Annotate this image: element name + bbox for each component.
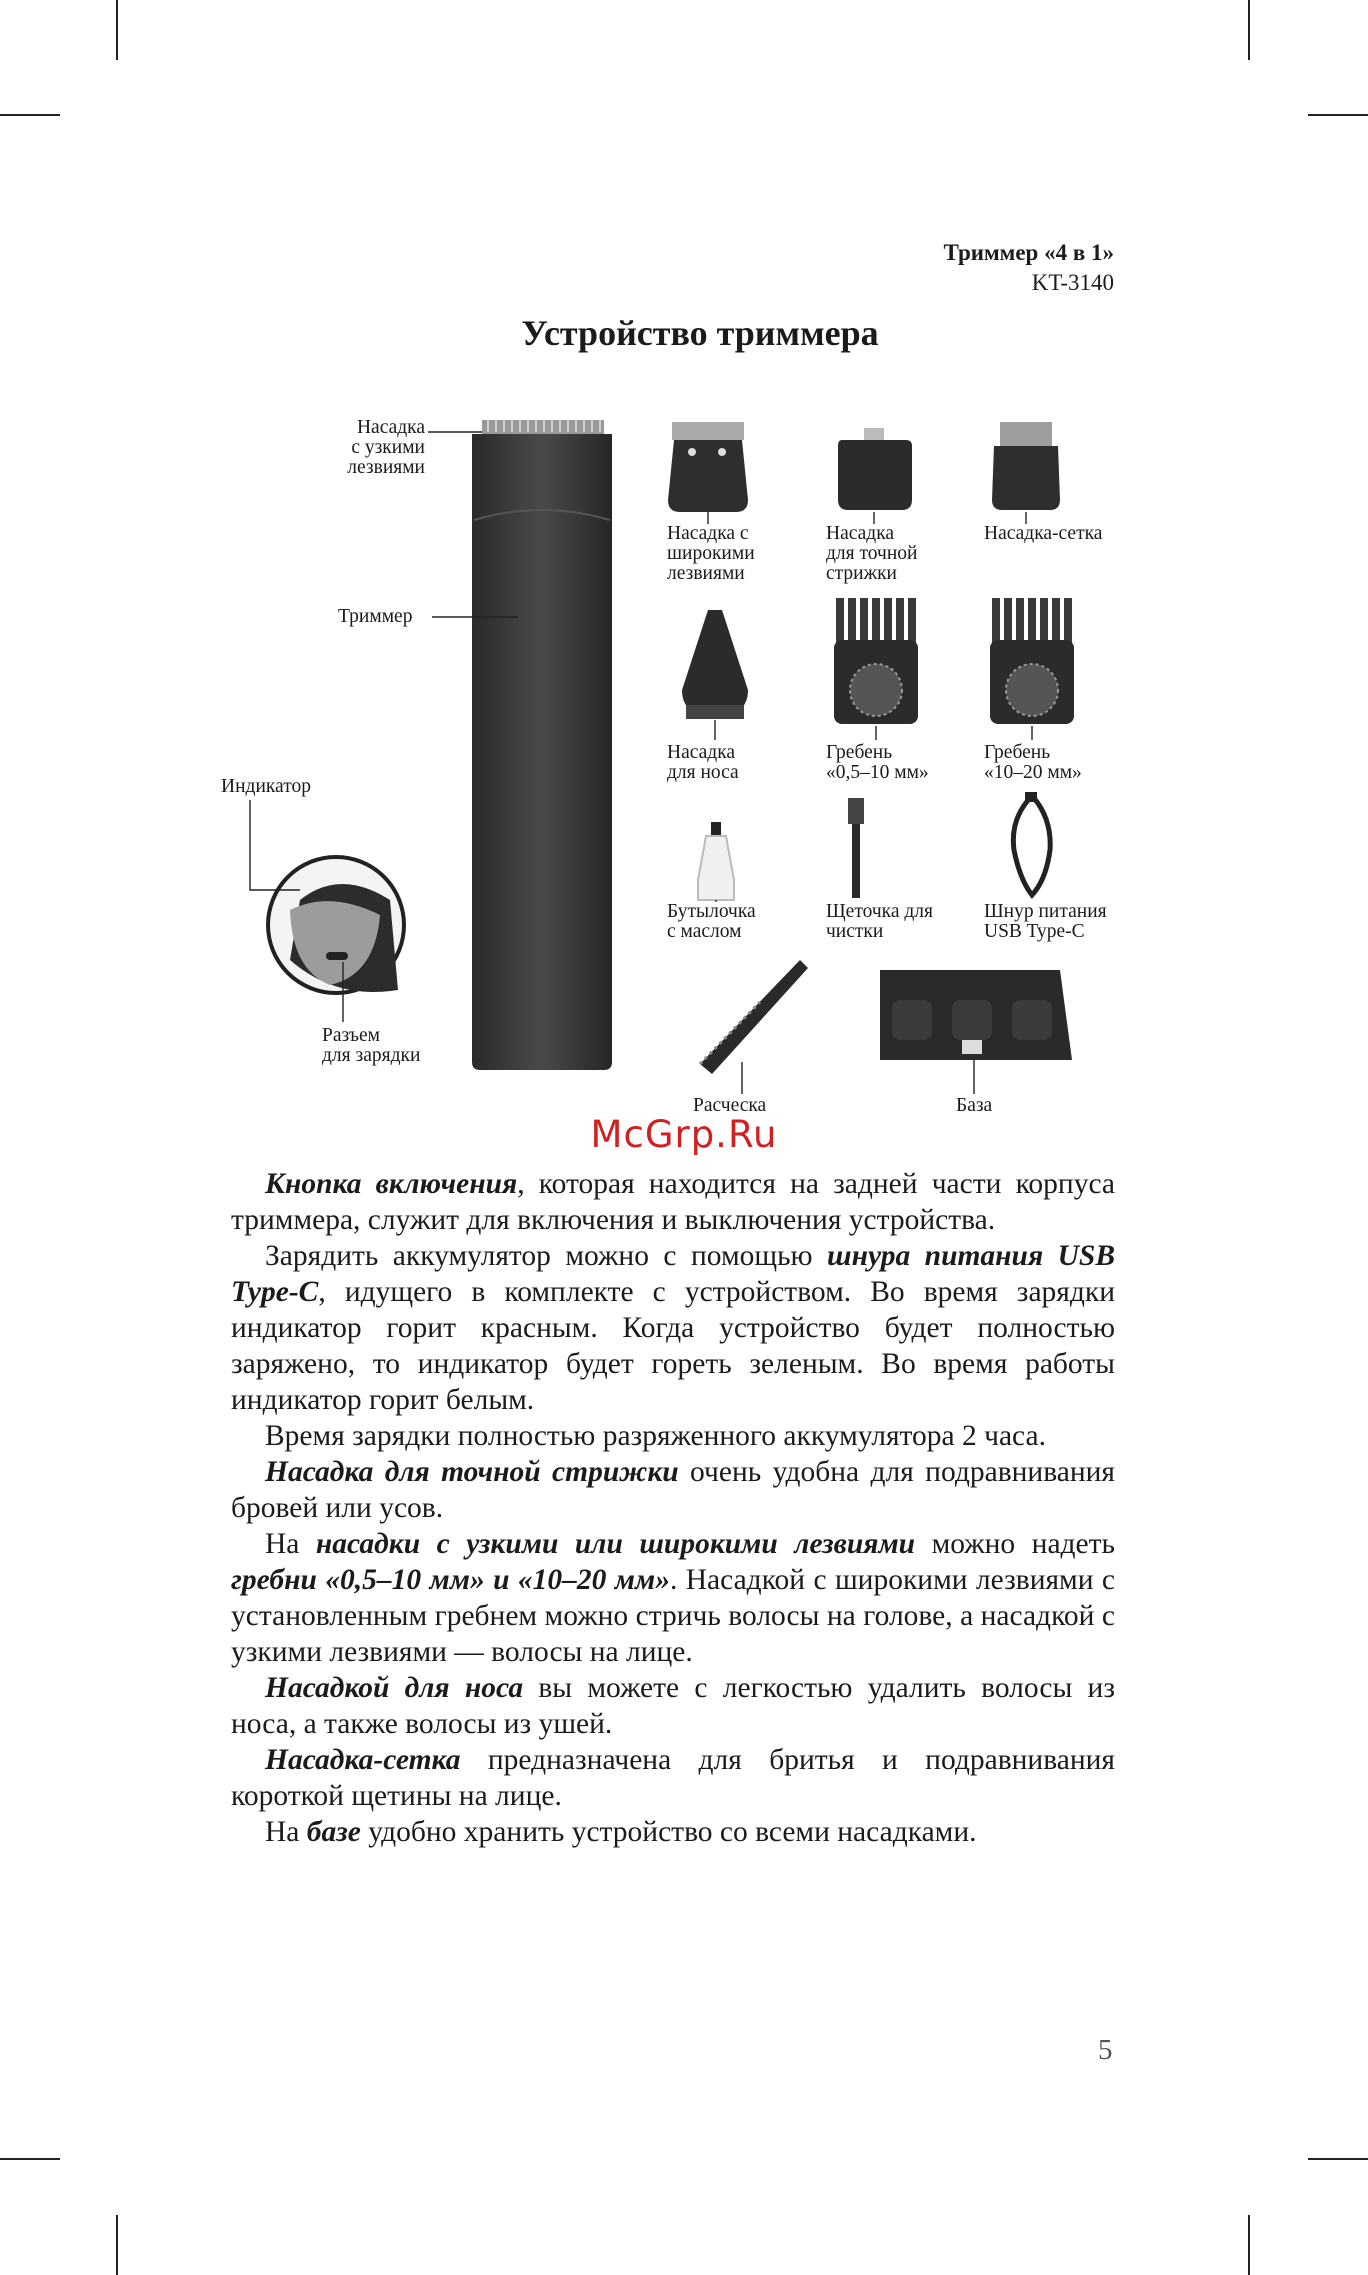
paragraph-charging: Зарядить аккумулятор можно с помощью шнура питания USB Type-C, идущего в комплекте с устройством. Во время зарядки индикатор горит красным. Когда устройство будет полностью заряжено, то индикатор будет гореть зеленым. Во время работы индикатор горит белым. (231, 1240, 1115, 1416)
label-precision-head: Насадка для точной стрижки (826, 523, 918, 584)
crop-mark (1248, 0, 1250, 60)
oil-bottle-image (698, 822, 734, 900)
nose-head-image (682, 610, 748, 719)
label-base: База (956, 1095, 993, 1116)
crop-mark (116, 0, 118, 60)
label-hairbrush: Расческа (693, 1095, 767, 1116)
label-trimmer: Триммер (338, 606, 413, 627)
label-charge-port: Разъем для зарядки (322, 1025, 421, 1066)
charge-port-zoom-image (268, 857, 404, 993)
body-text (231, 1166, 1115, 1850)
paragraph-nose: Насадкой для носа вы можете с легкостью удалить волосы из носа, а также волосы из ушей. (231, 1672, 1115, 1740)
page-title: Устройство триммера (521, 313, 879, 353)
running-header (700, 238, 1114, 298)
usb-cable-image (1013, 792, 1050, 895)
page-number: 5 (1098, 2034, 1113, 2066)
label-cleaning-brush: Щеточка для чистки (826, 901, 933, 942)
label-comb-small: Гребень «0,5–10 мм» (826, 742, 929, 783)
trimmer-body-image (472, 420, 612, 1070)
label-indicator: Индикатор (221, 776, 311, 797)
paragraph-base: На базе удобно хранить устройство со всеми насадками. (265, 1816, 977, 1848)
comb-small-image (834, 598, 918, 724)
crop-mark (1308, 2158, 1368, 2160)
comb-large-image (990, 598, 1074, 724)
crop-mark (116, 2215, 118, 2275)
precision-head-image (838, 428, 912, 510)
label-nose-head: Насадка для носа (667, 742, 739, 783)
watermark: McGrp.Ru (590, 1113, 778, 1156)
product-name: Триммер «4 в 1» (943, 240, 1114, 265)
model-number: KT-3140 (1031, 270, 1114, 295)
crop-mark (1308, 114, 1368, 116)
label-oil-bottle: Бутылочка с маслом (667, 901, 756, 942)
label-comb-large: Гребень «10–20 мм» (984, 742, 1082, 783)
label-foil-head: Насадка-сетка (984, 523, 1103, 544)
paragraph-foil: Насадка-сетка предназначена для бритья и подравнивания короткой щетины на лице. (231, 1744, 1115, 1812)
paragraph-precision: Насадка для точной стрижки очень удобна для подравнивания бровей или усов. (231, 1456, 1115, 1524)
crop-mark (0, 2158, 60, 2160)
cleaning-brush-image (848, 798, 864, 898)
label-wide-blade: Насадка с широкими лезвиями (667, 523, 755, 584)
hairbrush-image (700, 960, 808, 1074)
foil-head-image (992, 422, 1060, 510)
crop-mark (0, 114, 60, 116)
paragraph-combs: На насадки с узкими или широкими лезвиями можно надеть гребни «0,5–10 мм» и «10–20 мм». Насадкой с широкими лезвиями с установленным гребнем можно стричь волосы на голове, а насадкой с узкими лезвиями — волосы на лице. (231, 1528, 1115, 1668)
wide-blade-image (668, 422, 748, 512)
paragraph-power-button: Кнопка включения, которая находится на задней части корпуса триммера, служит для включения и выключения устройства. (231, 1168, 1116, 1236)
label-narrow-blade: Насадка с узкими лезвиями (347, 417, 425, 478)
label-usb-cable: Шнур питания USB Type-C (984, 901, 1107, 942)
base-stand-image (880, 970, 1072, 1060)
crop-mark (1248, 2215, 1250, 2275)
paragraph-charge-time: Время зарядки полностью разряженного аккумулятора 2 часа. (265, 1420, 1046, 1452)
